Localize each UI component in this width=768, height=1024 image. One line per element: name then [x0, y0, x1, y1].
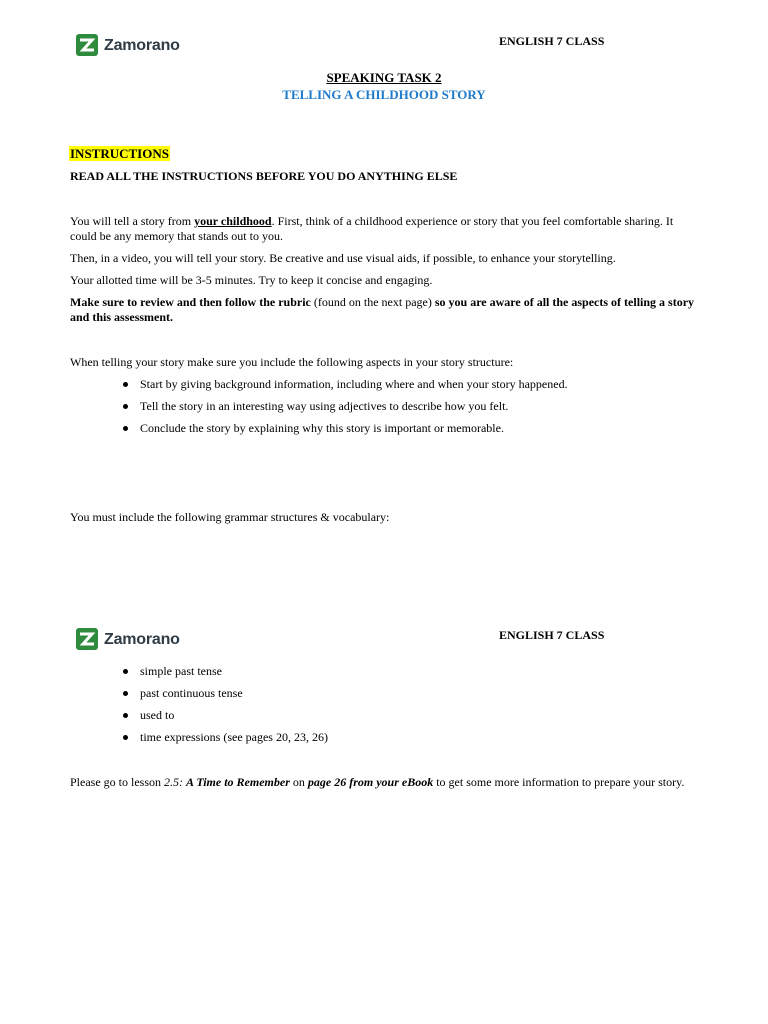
- paragraph-story-intro: [70, 214, 700, 244]
- structure-intro: When telling your story make sure you include the following aspects in your story structure:: [70, 355, 514, 369]
- zamorano-logo-icon: [76, 34, 98, 56]
- closing-f: to get some more information to prepare your story.: [433, 775, 685, 789]
- paragraph-time: Your allotted time will be 3-5 minutes. Try to keep it concise and engaging.: [70, 273, 433, 287]
- page-title: SPEAKING TASK 2: [326, 70, 442, 85]
- grammar-list: [70, 664, 700, 752]
- brand-name: Zamorano: [104, 36, 180, 54]
- list-item: simple past tense: [70, 664, 700, 686]
- list-item: past continuous tense: [70, 686, 700, 708]
- list-item: used to: [70, 708, 700, 730]
- p1-text-a: You will tell a story from: [70, 214, 195, 228]
- closing-ebook-ref: page 26 from your eBook: [307, 775, 434, 789]
- instructions-label: INSTRUCTIONS: [70, 146, 169, 161]
- p4-bold-a: Make sure to review and then follow the rubric: [70, 295, 311, 309]
- instructions-heading: [69, 146, 170, 162]
- closing-lesson-title: A Time to Remember: [186, 775, 290, 789]
- list-item: time expressions (see pages 20, 23, 26): [70, 730, 700, 752]
- p1-emphasis: your childhood: [194, 214, 272, 228]
- list-item: Conclude the story by explaining why this story is important or memorable.: [70, 421, 700, 443]
- closing-b: 2.5:: [164, 775, 186, 789]
- class-label-page-2: ENGLISH 7 CLASS: [499, 628, 605, 642]
- closing-d: on: [289, 775, 308, 789]
- closing-paragraph: [70, 775, 700, 790]
- structure-list: [70, 377, 700, 443]
- p1-text-c: . First, think of a childhood experience or story that you feel comfortable sharing. It could be any memory that stands out to you.: [70, 214, 674, 243]
- p4-text-b: (found on the next page): [310, 295, 435, 309]
- zamorano-logo: [76, 34, 180, 56]
- grammar-intro: You must include the following grammar structures & vocabulary:: [70, 510, 390, 524]
- paragraph-video: Then, in a video, you will tell your story. Be creative and use visual aids, if possible, to enhance your storytelling.: [70, 251, 616, 265]
- brand-name: Zamorano: [104, 630, 180, 648]
- class-label: ENGLISH 7 CLASS: [499, 34, 605, 48]
- zamorano-logo-icon: [76, 628, 98, 650]
- paragraph-rubric: [70, 295, 700, 325]
- closing-a: Please go to lesson: [70, 775, 164, 789]
- p4-bold-c: so you are aware of all the aspects of telling a story and this assessment.: [70, 295, 695, 324]
- read-all-notice: READ ALL THE INSTRUCTIONS BEFORE YOU DO ANYTHING ELSE: [70, 169, 458, 183]
- zamorano-logo-page-2: [76, 628, 180, 650]
- list-item: Start by giving background information, including where and when your story happened.: [70, 377, 700, 399]
- page-subtitle: TELLING A CHILDHOOD STORY: [282, 87, 486, 102]
- list-item: Tell the story in an interesting way using adjectives to describe how you felt.: [70, 399, 700, 421]
